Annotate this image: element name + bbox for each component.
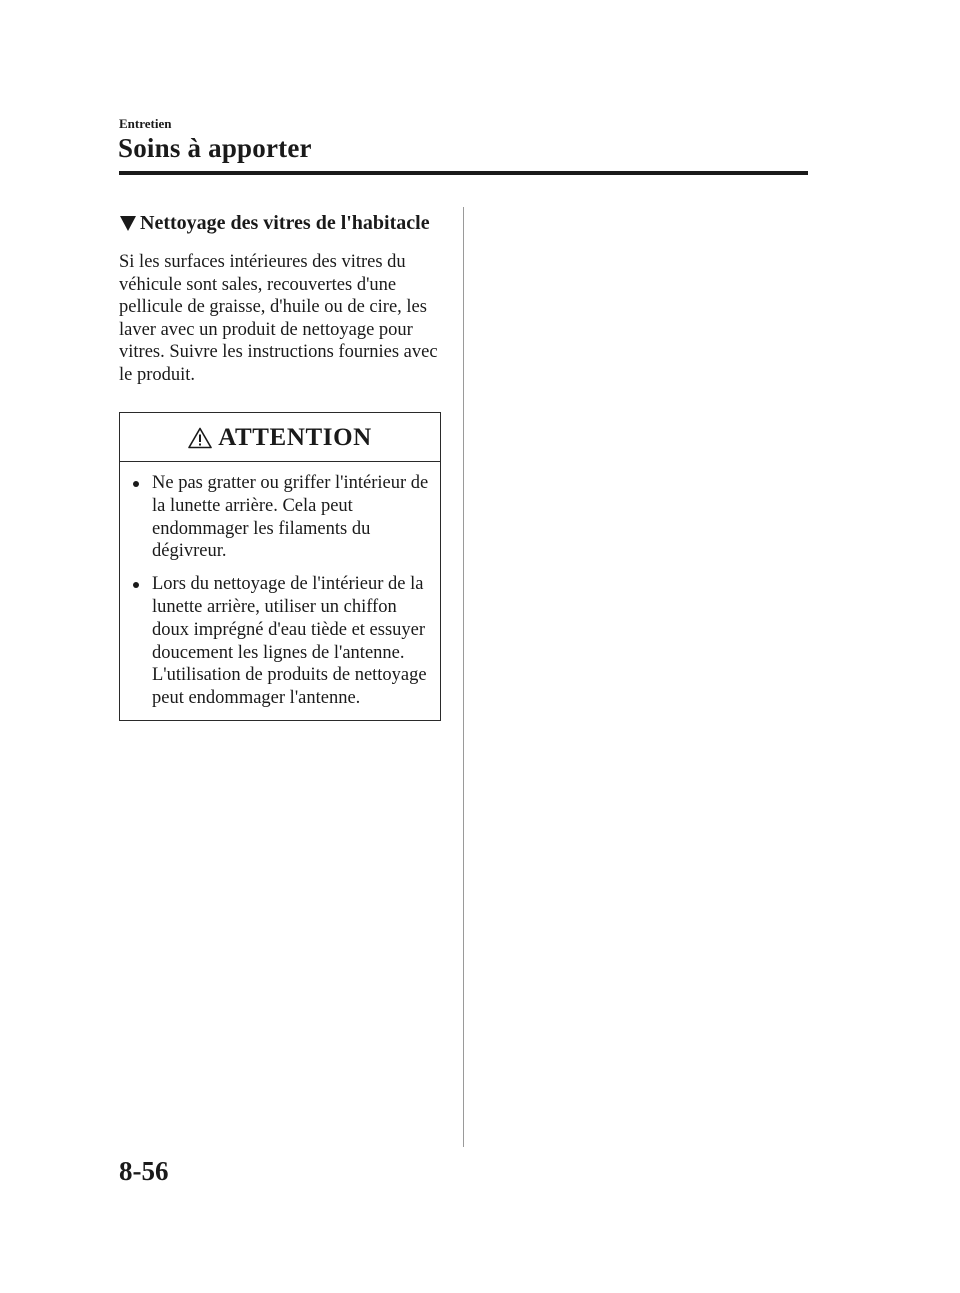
caution-item-text: Ne pas gratter ou griffer l'intérieur de la lunette arrière. Cela peut endommager les filaments du dégivreur.	[152, 473, 429, 562]
left-column	[119, 209, 441, 721]
caution-title: ATTENTION	[218, 424, 372, 451]
subheading-text: Nettoyage des vitres de l'habitacle	[140, 212, 430, 234]
section-label: Entretien	[119, 116, 172, 131]
caution-box	[119, 412, 441, 721]
caution-header	[120, 415, 440, 462]
caution-item-text: Lors du nettoyage de l'intérieur de la lunette arrière, utiliser un chiffon doux imprégné d'eau tiède et essuyer doucement les lignes de l'antenne. L'utilisation de produits de nettoyage peut endommager l'antenne.	[152, 574, 427, 709]
caution-item	[130, 472, 432, 563]
column-divider	[463, 207, 464, 1147]
page-title: Soins à apporter	[118, 133, 312, 163]
subheading	[119, 209, 441, 237]
triangle-down-icon	[120, 216, 136, 231]
bullet-icon	[133, 582, 139, 588]
header-rule	[119, 171, 808, 175]
bullet-icon	[133, 481, 139, 487]
caution-list	[120, 462, 440, 710]
caution-item	[130, 573, 432, 710]
page-number: 8-56	[119, 1156, 169, 1186]
body-paragraph: Si les surfaces intérieures des vitres du véhicule sont sales, recouvertes d'une pellicule de graisse, d'huile ou de cire, les laver avec un produit de nettoyage pour vitres. Suivre les instructions fournies avec le produit.	[119, 252, 438, 385]
warning-icon	[188, 427, 212, 449]
